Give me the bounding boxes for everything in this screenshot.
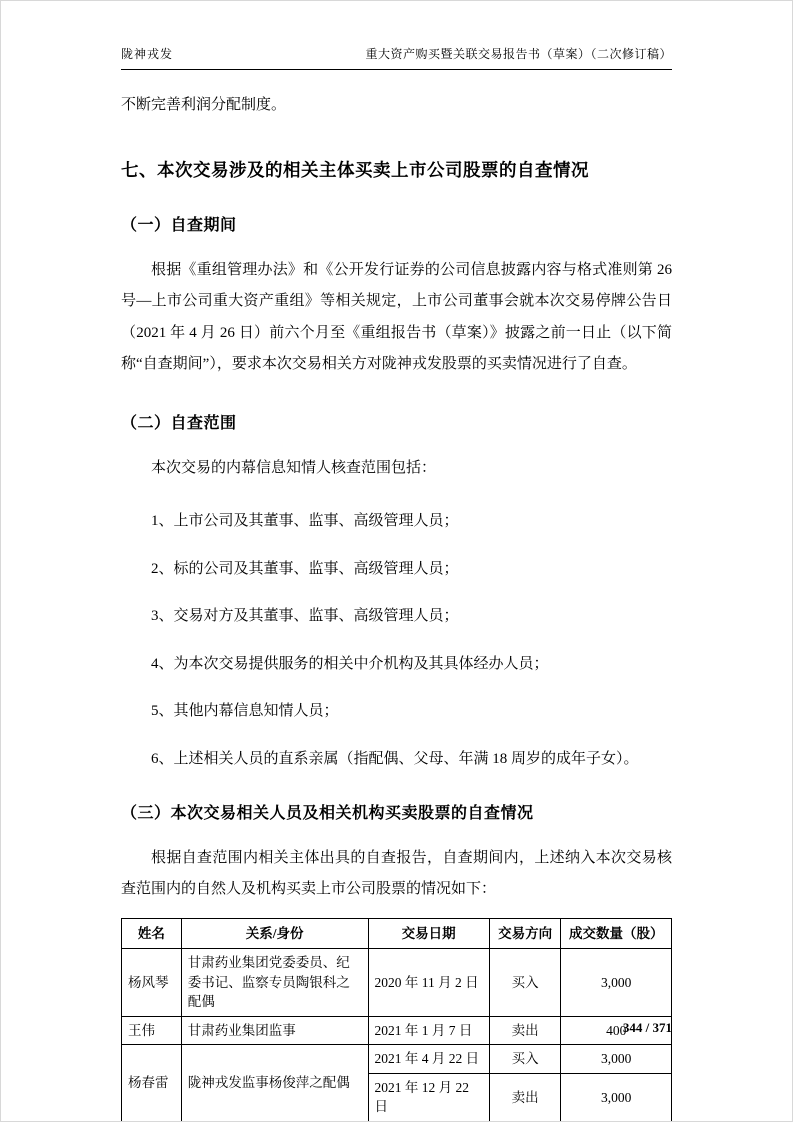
subsection-3-heading: （三）本次交易相关人员及相关机构买卖股票的自查情况 (121, 805, 534, 823)
cell-quantity: 3,000 (561, 1045, 672, 1074)
subsection-2-heading: （二）自查范围 (121, 414, 237, 432)
table-row (122, 949, 672, 1017)
cell-relation: 陇神戎发监事杨俊萍之配偶 (181, 1045, 368, 1122)
cell-relation: 甘肃药业集团党委委员、纪委书记、监察专员陶银科之配偶 (181, 949, 368, 1017)
subsection-1-paragraph: 根据《重组管理办法》和《公开发行证券的公司信息披露内容与格式准则第 26 号—上市公司重大资产重组》等相关规定，上市公司董事会就本次交易停牌公告日（2021 年 4 月 26 日）前六个月至《重组报告书（草案）》披露之前一日止（以下简称“自查期间”），要求本次交易相关方对陇神戎发股票的买卖情况进行了自查。 (121, 262, 672, 372)
cell-name: 杨风琴 (122, 949, 182, 1017)
list-item-2: 2、标的公司及其董事、监事、高级管理人员； (151, 560, 459, 577)
table-row (122, 1045, 672, 1074)
col-header-date: 交易日期 (368, 918, 489, 949)
col-header-direction: 交易方向 (489, 918, 561, 949)
col-header-relation: 关系/身份 (181, 918, 368, 949)
header-company-name: 陇神戎发 (121, 47, 174, 61)
subsection-2-paragraph: 本次交易的内幕信息知情人核查范围包括： (151, 459, 437, 476)
carryover-paragraph: 不断完善利润分配制度。 (121, 97, 287, 113)
cell-quantity: 3,000 (561, 1073, 672, 1121)
page-number: 344 / 371 (622, 1020, 672, 1035)
cell-direction: 卖出 (489, 1016, 561, 1045)
table-row (122, 1016, 672, 1045)
cell-date: 2020 年 11 月 2 日 (368, 949, 489, 1017)
cell-name: 杨春雷 (122, 1045, 182, 1122)
cell-date: 2021 年 12 月 22 日 (368, 1073, 489, 1121)
table-header-row (122, 918, 672, 949)
list-item-6: 6、上述相关人员的直系亲属（指配偶、父母、年满 18 周岁的成年子女）。 (151, 750, 639, 767)
page-content (121, 45, 672, 1122)
cell-quantity: 400 (561, 1016, 672, 1045)
col-header-name: 姓名 (122, 918, 182, 949)
cell-name: 王伟 (122, 1016, 182, 1045)
share-trading-table (121, 918, 672, 1122)
cell-relation: 甘肃药业集团监事 (181, 1016, 368, 1045)
cell-quantity: 3,000 (561, 949, 672, 1017)
subsection-3-paragraph: 根据自查范围内相关主体出具的自查报告，自查期间内，上述纳入本次交易核查范围内的自然人及机构买卖上市公司股票的情况如下： (121, 850, 672, 898)
cell-date: 2021 年 4 月 22 日 (368, 1045, 489, 1074)
col-header-quantity: 成交数量（股） (561, 918, 672, 949)
cell-direction: 买入 (489, 949, 561, 1017)
page-header (121, 45, 672, 70)
list-item-1: 1、上市公司及其董事、监事、高级管理人员； (151, 513, 459, 530)
list-item-4: 4、为本次交易提供服务的相关中介机构及其具体经办人员； (151, 655, 549, 672)
section-heading: 七、本次交易涉及的相关主体买卖上市公司股票的自查情况 (121, 160, 589, 181)
list-item-3: 3、交易对方及其董事、监事、高级管理人员； (151, 608, 459, 625)
subsection-1-heading: （一）自查期间 (121, 217, 237, 235)
header-document-title: 重大资产购买暨关联交易报告书（草案）（二次修订稿） (365, 47, 672, 61)
cell-direction: 买入 (489, 1045, 561, 1074)
cell-direction: 卖出 (489, 1073, 561, 1121)
cell-date: 2021 年 1 月 7 日 (368, 1016, 489, 1045)
list-item-5: 5、其他内幕信息知情人员； (151, 703, 339, 720)
